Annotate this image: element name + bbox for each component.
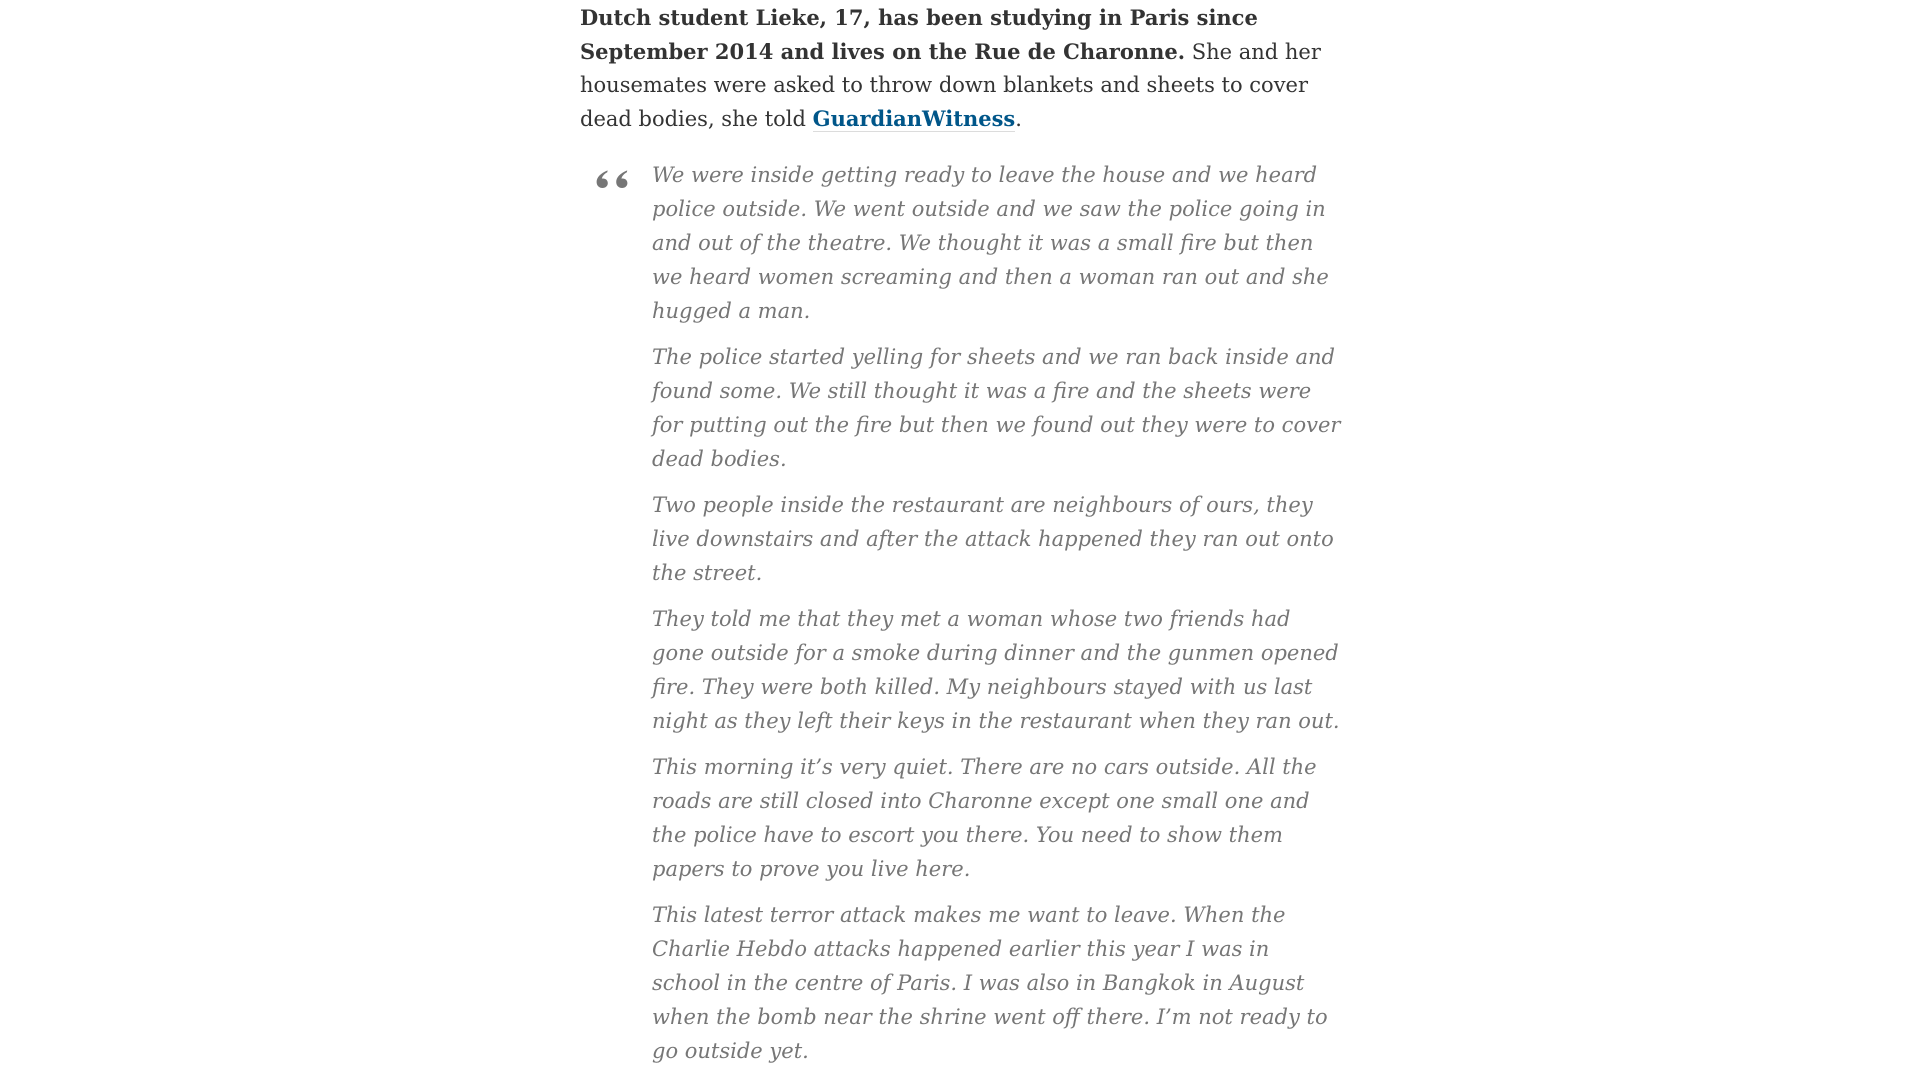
quote-paragraph-2: The police started yelling for sheets and we ran back inside and found some. We still thought it was a fire and the sheets were for putting out the fire but then we found out they were to cover dead bodies.: [652, 345, 1341, 471]
quote-paragraph-6: This latest terror attack makes me want to leave. When the Charlie Hebdo attacks happened earlier this year I was in school in the centre of Paris. I was also in Bangkok in August when the bomb near the shrine went off there. I’m not ready to go outside yet.: [652, 903, 1328, 1063]
intro-bold-text: Dutch student Lieke, 17, has been studying in Paris since September 2014 and lives on the Rue de Charonne.: [580, 5, 1258, 64]
intro-trailing-period: .: [1015, 107, 1022, 131]
quote-paragraph-4: They told me that they met a woman whose two friends had gone outside for a smoke during dinner and the gunmen opened fire. They were both killed. My neighbours stayed with us last night as they left their keys in the restaurant when they ran out.: [652, 607, 1340, 733]
quote-marks-icon: [594, 170, 636, 188]
guardian-witness-link[interactable]: GuardianWitness: [812, 106, 1016, 131]
intro-regular-text: She and her housemates were asked to throw down blankets and sheets to cover dead bodies, she told: [580, 40, 1321, 131]
quote-paragraph-5: This morning it’s very quiet. There are no cars outside. All the roads are still closed into Charonne except one small one and the police have to escort you there. You need to show them papers to prove you live here.: [652, 755, 1317, 881]
quote-text: [652, 158, 1352, 1068]
quote-paragraph-3: Two people inside the restaurant are neighbours of ours, they live downstairs and after the attack happened they ran out onto the street.: [652, 493, 1334, 585]
witness-blockquote: [580, 158, 1352, 1068]
intro-paragraph: [580, 0, 1352, 136]
quote-paragraph-1: We were inside getting ready to leave the house and we heard police outside. We went outside and we saw the police going in and out of the theatre. We thought it was a small fire but then we heard women screaming and then a woman ran out and she hugged a man.: [652, 163, 1329, 323]
article-body: [580, 0, 1352, 1068]
